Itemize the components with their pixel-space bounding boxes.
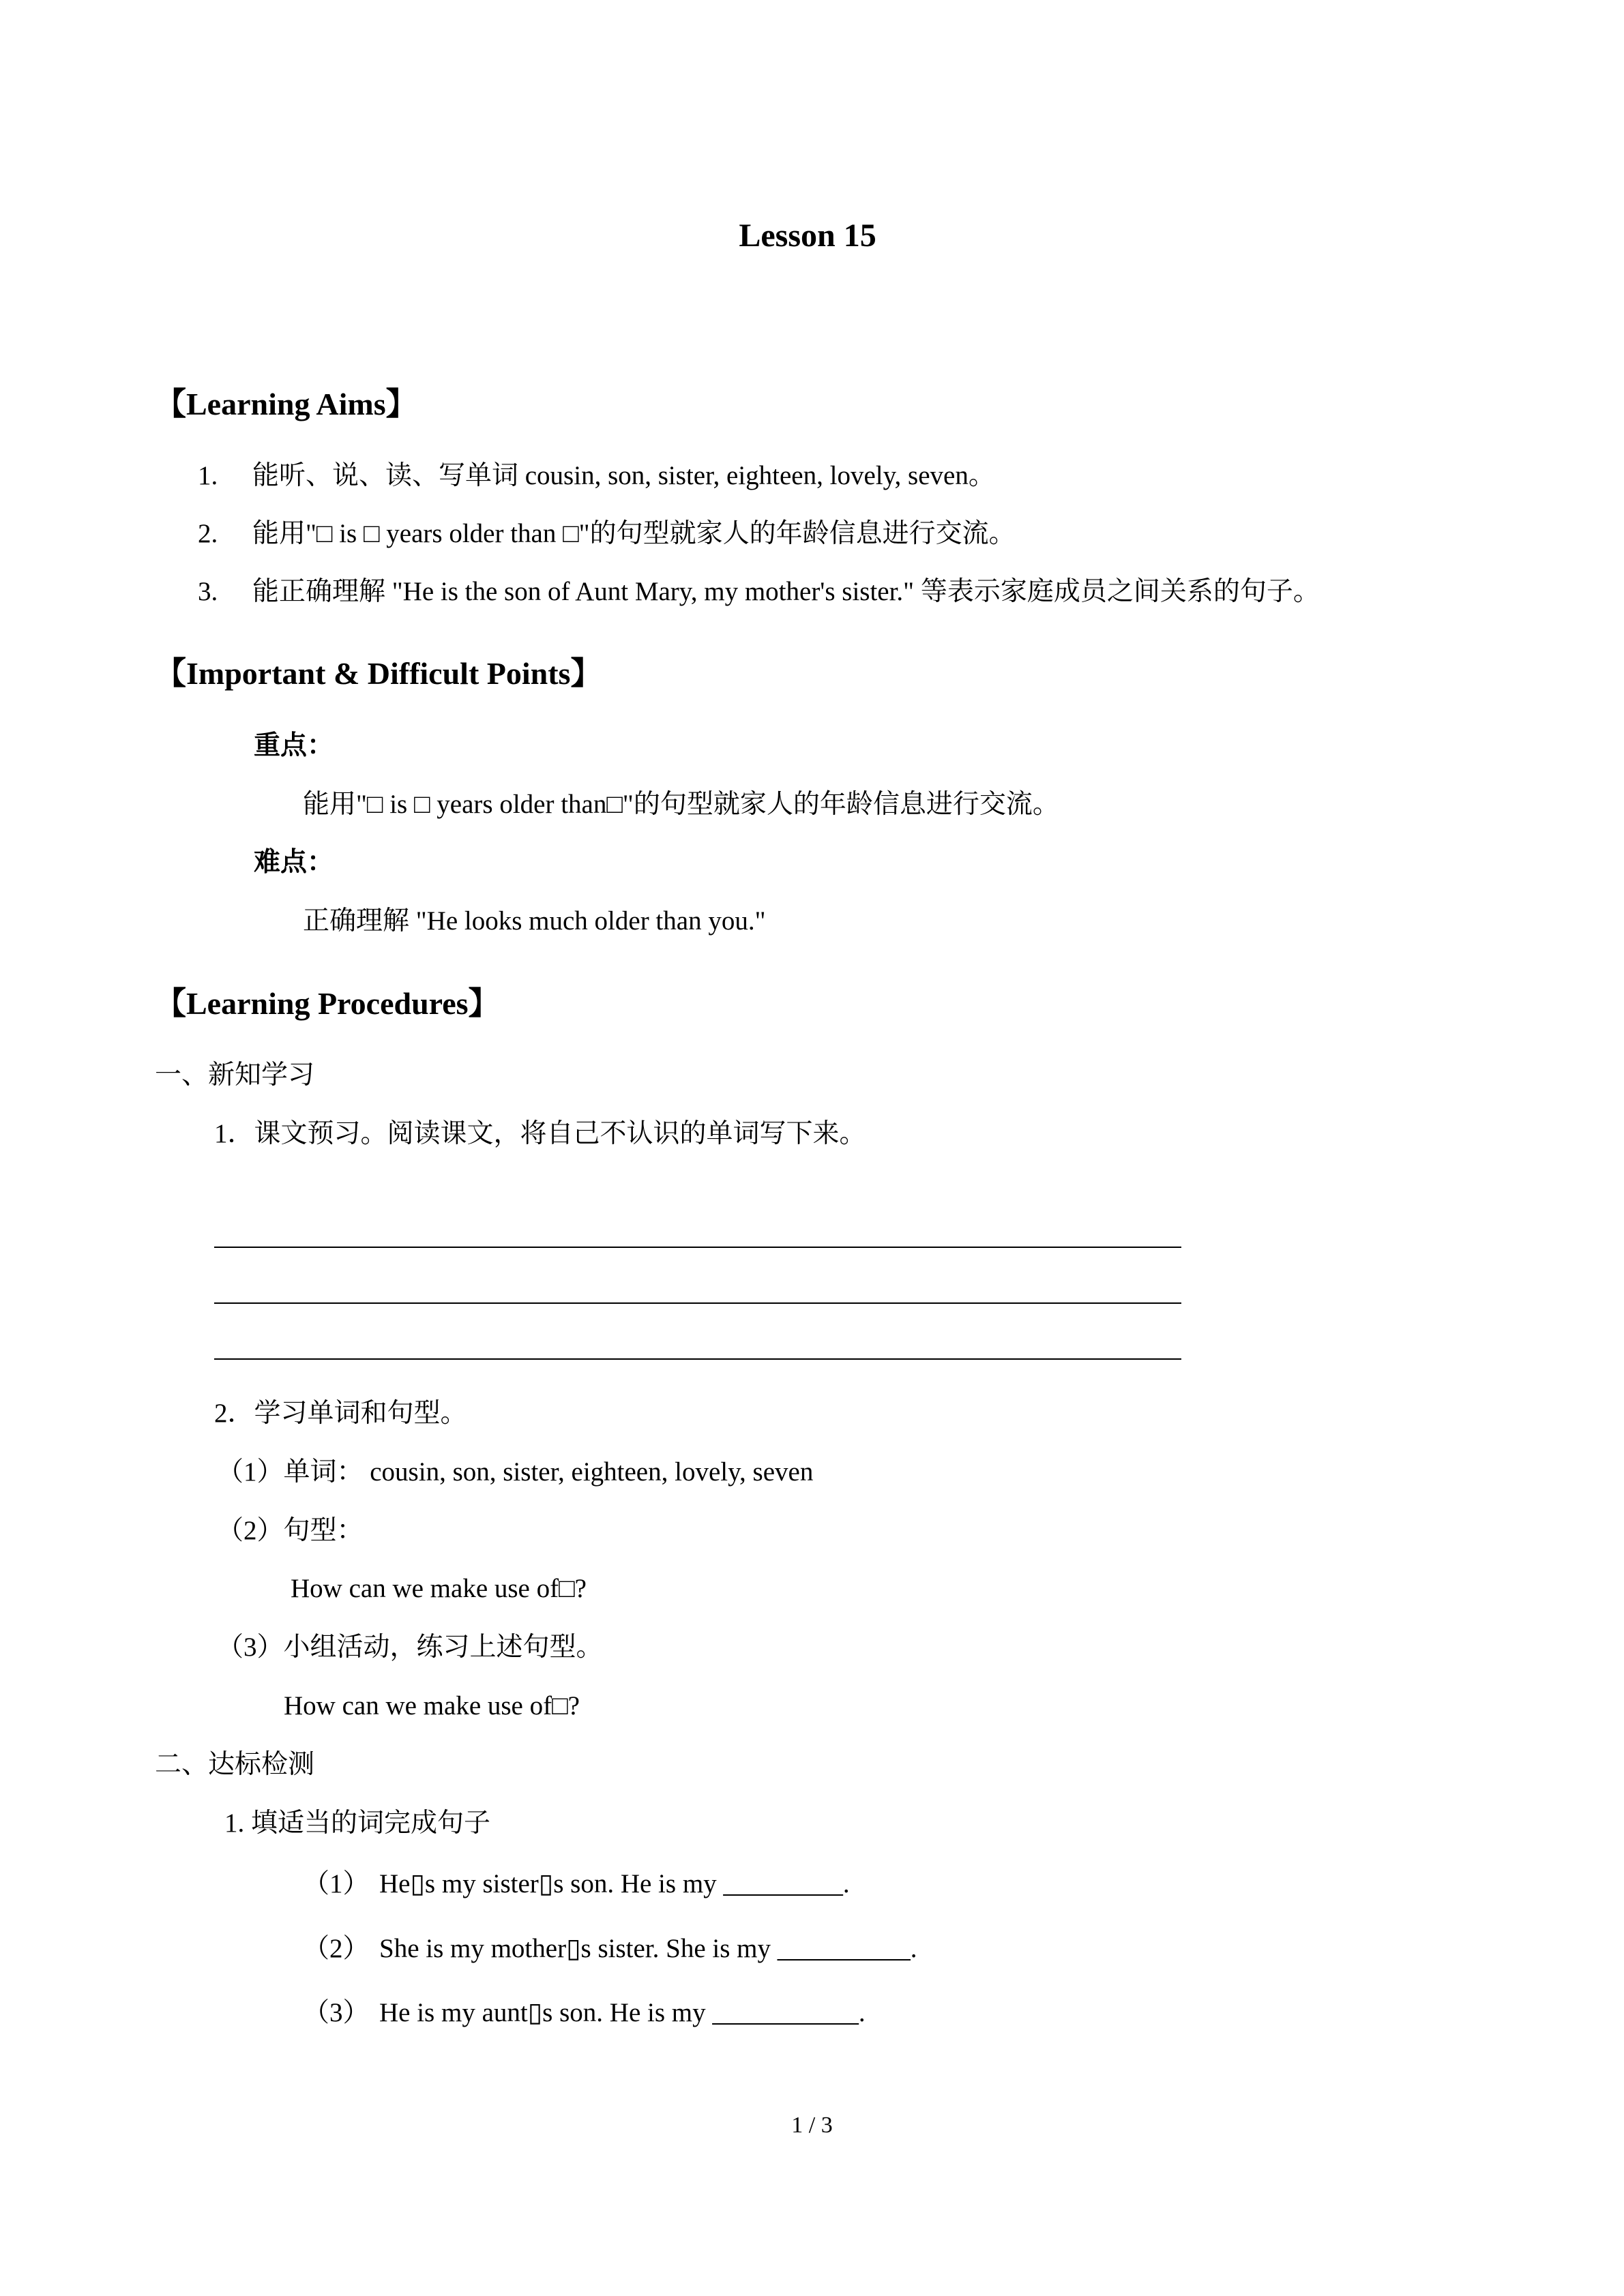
learning-aims-list xyxy=(198,447,1460,621)
list-item xyxy=(198,447,1460,505)
list-item-number: 2. xyxy=(198,519,218,549)
page-title: Lesson 15 xyxy=(739,218,876,254)
exercise-title: 1. 填适当的词完成句子 xyxy=(224,1808,491,1838)
learning-aims-heading: 【Learning Aims】 xyxy=(155,387,417,421)
important-points-heading: 【Important & Difficult Points】 xyxy=(155,656,602,691)
answer-line xyxy=(214,1192,1181,1248)
list-item xyxy=(198,563,1460,621)
step2-text: 2．学习单词和句型。 xyxy=(214,1399,467,1428)
exercise-item xyxy=(303,1852,1460,1916)
exercise-number: （3） xyxy=(303,1998,370,2028)
key-points-text: 能用"□ is □ years older than□"的句型就家人的年龄信息进行交流。 xyxy=(303,789,1059,819)
exercise-number: （1） xyxy=(303,1869,370,1899)
exercise-sentence: He is my aunt▯s son. He is my ___________. xyxy=(379,1998,866,2028)
step2-sub2-patterns: （2）句型： xyxy=(217,1515,364,1545)
exercise-number: （2） xyxy=(303,1933,370,1963)
learning-procedures-heading: 【Learning Procedures】 xyxy=(155,986,500,1022)
list-item-number: 1. xyxy=(198,461,218,491)
exercise-item xyxy=(303,1981,1460,2045)
pattern-sentence: How can we make use of□? xyxy=(284,1690,580,1720)
list-item-text: 能听、说、读、写单词 cousin, son, sister, eighteen, lovely, seven。 xyxy=(252,461,995,491)
step2-sub1-words: （1）单词： cousin, son, sister, eighteen, lovely, seven xyxy=(217,1457,814,1487)
list-item-text: 能用"□ is □ years older than □"的句型就家人的年龄信息进行交流。 xyxy=(252,519,1016,549)
list-item-text: 能正确理解 "He is the son of Aunt Mary, my mother's sister." 等表示家庭成员之间关系的句子。 xyxy=(252,577,1320,607)
answer-line xyxy=(214,1248,1181,1304)
writing-lines xyxy=(214,1192,1460,1360)
exercise-item xyxy=(303,1917,1460,1981)
list-item xyxy=(198,505,1460,563)
difficult-points-text: 正确理解 "He looks much older than you." xyxy=(303,906,766,936)
difficult-points-label: 难点： xyxy=(254,848,334,878)
step2-sub3-group-activity: （3）小组活动，练习上述句型。 xyxy=(217,1632,603,1663)
pattern-sentence: How can we make use of□? xyxy=(291,1574,587,1604)
exercise-sentence: She is my mother▯s sister. She is my __________. xyxy=(379,1933,917,1963)
list-item-number: 3. xyxy=(198,577,218,607)
step1-text: 1．课文预习。阅读课文，将自己不认识的单词写下来。 xyxy=(214,1119,866,1149)
answer-line xyxy=(214,1304,1181,1360)
exercise-sentence: He▯s my sister▯s son. He is my _________. xyxy=(379,1869,850,1899)
part1-heading: 一、新知学习 xyxy=(155,1060,315,1090)
key-points-label: 重点： xyxy=(254,730,334,760)
part2-heading: 二、达标检测 xyxy=(155,1749,315,1779)
page-number: 1 / 3 xyxy=(791,2113,833,2138)
